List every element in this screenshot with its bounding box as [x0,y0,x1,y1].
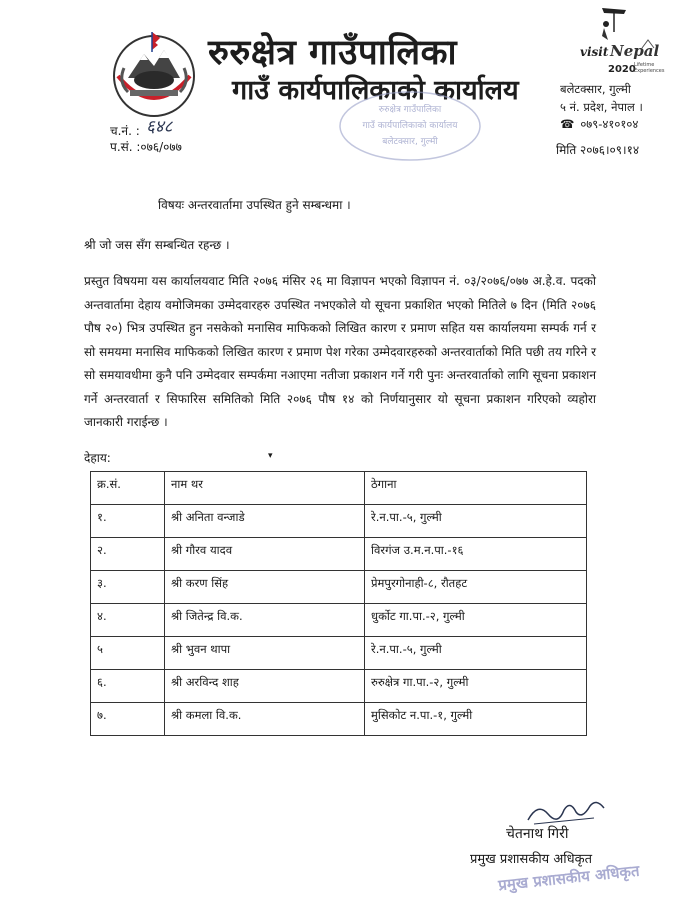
cell-name: श्री अनिता वन्जाडे [165,505,365,538]
candidate-table [90,471,587,736]
fiscal-year-ref: प.सं. :०७६/०७७ [110,140,182,154]
cell-serial: २. [91,538,165,571]
address-line-2: ५ नं. प्रदेश, नेपाल । [560,100,643,114]
signatory-name: चेतनाथ गिरी [506,826,569,842]
cell-name: श्री कमला वि.क. [165,703,365,736]
signature [524,792,614,828]
table-row [91,538,587,571]
cell-address: रे.न.पा.-५, गुल्मी [365,637,587,670]
cell-name: श्री अरविन्द शाह [165,670,365,703]
letter-subject: विषयः अन्तरवार्तामा उपस्थित हुने सम्बन्धमा । [158,198,351,212]
telephone-icon: ☎ [560,117,575,131]
cell-serial: ६. [91,670,165,703]
stamp-line-3: बलेटक्सार, गुल्मी [382,137,438,147]
cell-name: श्री करण सिंह [165,571,365,604]
table-row [91,604,587,637]
letter-date: मिति २०७६।०९।१४ [556,143,640,157]
visit-nepal-logo [578,6,665,80]
svg-text:Experiences: Experiences [634,68,665,74]
dispatch-number-label: च.नं. : [110,124,140,138]
dispatch-number-value: ६४८ [146,117,173,137]
cell-address: प्रेमपुरगोनाही-८, रौतहट [365,571,587,604]
col-header-name: नाम थर [165,472,365,505]
cell-serial: ४. [91,604,165,637]
signatory-title: प्रमुख प्रशासकीय अधिकृत [470,852,593,867]
letter-body: प्रस्तुत विषयमा यस कार्यालयवाट मिति २०७६ मंसिर २६ मा विज्ञापन भएको विज्ञापन नं. ०३/२०७६/०७७ अ.हे.व. पदको अन्तवार्तामा देहाय वमोजिमका उम्मेदवारहरु उपस्थित नभएकोले यो सूचना प्रकाशित भएको मितिले ७ दिन (मिति २०७६ पौष २०) भित्र उपस्थित हुन नसकेको मनासिव माफिकको लिखित कारण र प्रमाण सहित यस कार्यालयमा सम्पर्क गर्न र सो समयमा मनासिव माफिकको लिखित कारण र प्रमाण पेश गरेका उम्मेदवारहरुको अन्तरवार्ताको मिति पछी तय गरिने र सो समयावधीमा कुनै पनि उम्मेदवार सम्पर्कमा नआएमा नतीजा प्रकाशन गर्ने गरी पुनः अन्तरवार्ताको लागि सूचना प्रकाशन गर्ने अन्तरवार्ता र सिफारिस समितिको मिति २०७६ पौष १४ को निर्णयानुसार यो सूचना प्रकाशन गरिएको व्यहोरा जानकारी गराईन्छ । [84,274,596,429]
government-emblem-icon [108,28,200,120]
cell-address: मुसिकोट न.पा.-१, गुल्मी [365,703,587,736]
table-row [91,505,587,538]
office-subtitle: गाउँ कार्यपालिकाको कार्यालय [232,75,519,106]
ink-mark: ▾ [268,451,273,461]
col-header-address: ठेगाना [365,472,587,505]
cell-address: रुरुक्षेत्र गा.पा.-२, गुल्मी [365,670,587,703]
list-heading: देहाय: [84,451,111,465]
address-line-1: बलेटक्सार, गुल्मी [560,82,631,96]
cell-address: विरगंज उ.म.न.पा.-१६ [365,538,587,571]
table-row [91,670,587,703]
designation-stamp: प्रमुख प्रशासकीय अधिकृत [497,861,641,895]
table-row [91,571,587,604]
svg-text:2020: 2020 [608,64,636,75]
cell-serial: ३. [91,571,165,604]
cell-serial: ७. [91,703,165,736]
cell-name: श्री जितेन्द्र वि.क. [165,604,365,637]
office-title: रुरुक्षेत्र गाउँपालिका [208,33,458,73]
col-header-serial: क्र.सं. [91,472,165,505]
svg-text:Lifetime: Lifetime [634,62,655,68]
office-stamp [330,86,490,166]
cell-serial: १. [91,505,165,538]
svg-text:Nepal: Nepal [610,42,660,60]
table-header-row [91,472,587,505]
cell-name: श्री गौरव यादव [165,538,365,571]
phone-number: ०७९-४१०१०४ [580,117,639,131]
phone-line [560,117,638,132]
visit-nepal-logo-icon [578,6,665,80]
letter-salutation: श्री जो जस सँग सम्बन्धित रहन्छ । [84,238,230,252]
cell-address: रे.न.पा.-५, गुल्मी [365,505,587,538]
table-row [91,703,587,736]
cell-serial: ५ [91,637,165,670]
table-row [91,637,587,670]
cell-name: श्री भुवन थापा [165,637,365,670]
stamp-line-2: गाउँ कार्यपालिकाको कार्यालय [362,121,458,131]
svg-text:visit: visit [580,45,609,59]
cell-address: धुर्कोट गा.पा.-२, गुल्मी [365,604,587,637]
stamp-line-1: रुरुक्षेत्र गाउँपालिका [378,105,442,115]
